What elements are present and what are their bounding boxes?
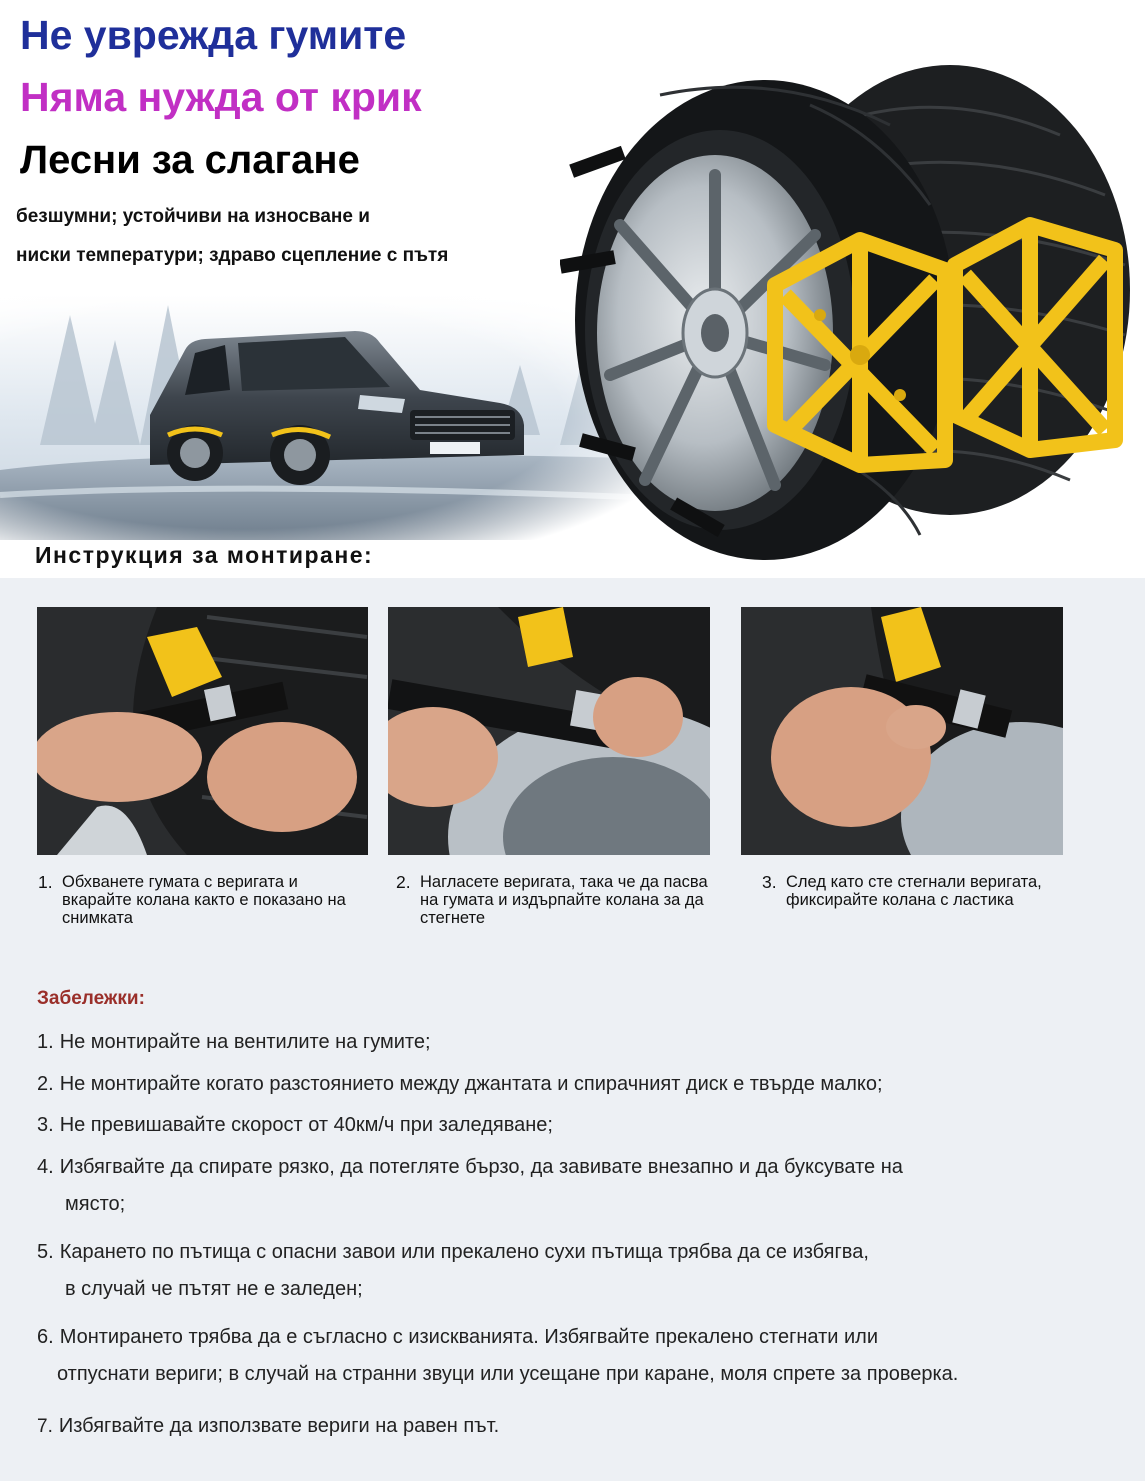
note-item-6: [37, 1319, 958, 1393]
step-2-text: Нагласете веригата, така че да пасва на гумата и издърпайте колана за да стегнете: [420, 873, 708, 927]
step-3-caption: [762, 873, 1122, 909]
hero-section: [0, 0, 1145, 578]
headline-easy-install: Лесни за слагане: [20, 138, 360, 182]
note-5-continuation: в случай че пътят не е заледен;: [65, 1278, 363, 1300]
installation-instructions-title: Инструкция за монтиране:: [35, 542, 374, 568]
step-3-text: След като сте стегнали веригата, фиксирайте колана с ластика: [786, 873, 1042, 909]
headline-no-jack-needed: Няма нужда от крик: [20, 74, 422, 120]
note-6-text: Монтирането трябва да е съгласно с изискванията. Избягвайте прекалено стегнати или: [59, 1326, 878, 1348]
step-1-text: Обхванете гумата с веригата и вкарайте колана както е показано на снимката: [62, 873, 346, 927]
note-item-3: [37, 1107, 553, 1144]
step-3-number: 3.: [762, 872, 777, 892]
feature-line-2: ниски температури; здраво сцепление с пътя: [16, 245, 449, 266]
note-1-text: Не монтирайте на вентилите на гумите;: [59, 1031, 431, 1053]
step-2-number: 2.: [396, 872, 411, 892]
note-6-continuation: отпуснати вериги; в случай на странни звуци или усещане при каране, моля спрете за проверка.: [57, 1363, 959, 1385]
note-6-number: 6.: [37, 1326, 54, 1348]
note-7-number: 7.: [37, 1416, 53, 1437]
note-4-number: 4.: [37, 1156, 54, 1178]
note-item-4: [37, 1149, 903, 1223]
note-item-7: [37, 1408, 499, 1445]
note-2-text: Не монтирайте когато разстоянието между джантата и спирачният диск е твърде малко;: [59, 1073, 883, 1095]
note-item-2: [37, 1066, 883, 1103]
step-1-number: 1.: [38, 872, 53, 892]
tires-with-snow-chains-image: [560, 65, 1145, 560]
step-2-photo: [388, 607, 710, 855]
note-5-text: Карането по пътища с опасни завои или прекалено сухи пътища трябва да се избягва,: [59, 1241, 869, 1263]
step-2-caption: [396, 873, 716, 927]
note-3-text: Не превишавайте скорост от 40км/ч при заледяване;: [59, 1114, 553, 1136]
feature-line-1: безшумни; устойчиви на износване и: [16, 206, 370, 227]
note-5-number: 5.: [37, 1241, 54, 1263]
instructions-panel: [0, 578, 1145, 1481]
note-4-text: Избягвайте да спирате рязко, да потегляте бързо, да завивате внезапно и да буксувате на: [59, 1156, 903, 1178]
step-3-photo: [741, 607, 1063, 855]
note-item-1: [37, 1024, 431, 1061]
note-1-number: 1.: [37, 1031, 54, 1053]
notes-title: Забележки:: [37, 988, 145, 1009]
note-2-number: 2.: [37, 1073, 54, 1095]
headline-no-tire-damage: Не уврежда гумите: [20, 12, 407, 58]
note-3-number: 3.: [37, 1114, 54, 1136]
note-item-5: [37, 1234, 869, 1308]
step-1-photo: [37, 607, 368, 855]
note-4-continuation: място;: [65, 1193, 126, 1215]
note-7-text: Избягвайте да използвате вериги на равен път.: [58, 1415, 500, 1437]
step-1-caption: [38, 873, 368, 927]
